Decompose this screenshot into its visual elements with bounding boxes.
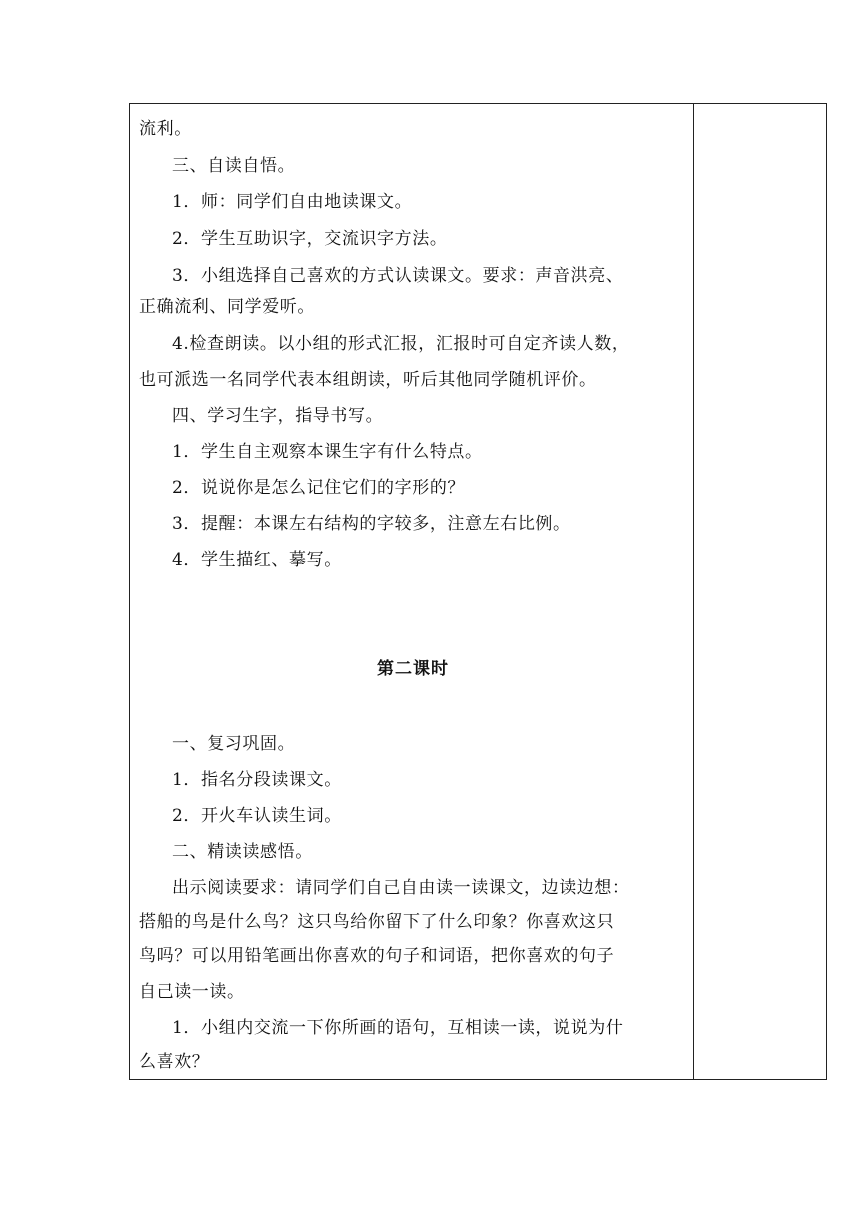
text-line: 流利。: [139, 119, 192, 139]
text-line: 2．学生互助识字，交流识字方法。: [172, 229, 448, 249]
text-line: 正确流利、同学爱听。: [139, 297, 315, 317]
section-heading-intensive-reading: 二、精读读感悟。: [172, 842, 313, 862]
text-line: 1．师：同学们自由地读课文。: [172, 192, 413, 212]
text-line: 3．提醒：本课左右结构的字较多，注意左右比例。: [172, 514, 571, 534]
text-line: 4．学生描红、摹写。: [172, 550, 342, 570]
text-line: 1．学生自主观察本课生字有什么特点。: [172, 442, 483, 462]
text-line: 2．开火车认读生词。: [172, 806, 342, 826]
text-line: 鸟吗？可以用铅笔画出你喜欢的句子和词语，把你喜欢的句子: [139, 946, 615, 966]
notes-cell: [694, 104, 826, 1079]
text-line: 1．指名分段读课文。: [172, 770, 342, 790]
text-line: 4.检查朗读。以小组的形式汇报，汇报时可自定齐读人数，: [172, 334, 630, 354]
text-line: 2．说说你是怎么记住它们的字形的？: [172, 478, 466, 498]
section-heading-characters: 四、学习生字，指导书写。: [172, 406, 384, 426]
text-line: 1．小组内交流一下你所画的语句，互相读一读，说说为什: [172, 1018, 624, 1038]
text-line: 搭船的鸟是什么鸟？这只鸟给你留下了什么印象？你喜欢这只: [139, 912, 615, 932]
text-line: 也可派选一名同学代表本组朗读，听后其他同学随机评价。: [139, 370, 597, 390]
text-line: 出示阅读要求：请同学们自己自由读一读课文，边读边想：: [172, 878, 630, 898]
second-period-heading: 第二课时: [377, 659, 449, 679]
text-line: 3．小组选择自己喜欢的方式认读课文。要求：声音洪亮、: [172, 266, 624, 286]
section-heading-review: 一、复习巩固。: [172, 734, 296, 754]
text-line: 自己读一读。: [139, 982, 245, 1002]
section-heading-self-reading: 三、自读自悟。: [172, 156, 296, 176]
text-line: 么喜欢？: [139, 1052, 210, 1072]
